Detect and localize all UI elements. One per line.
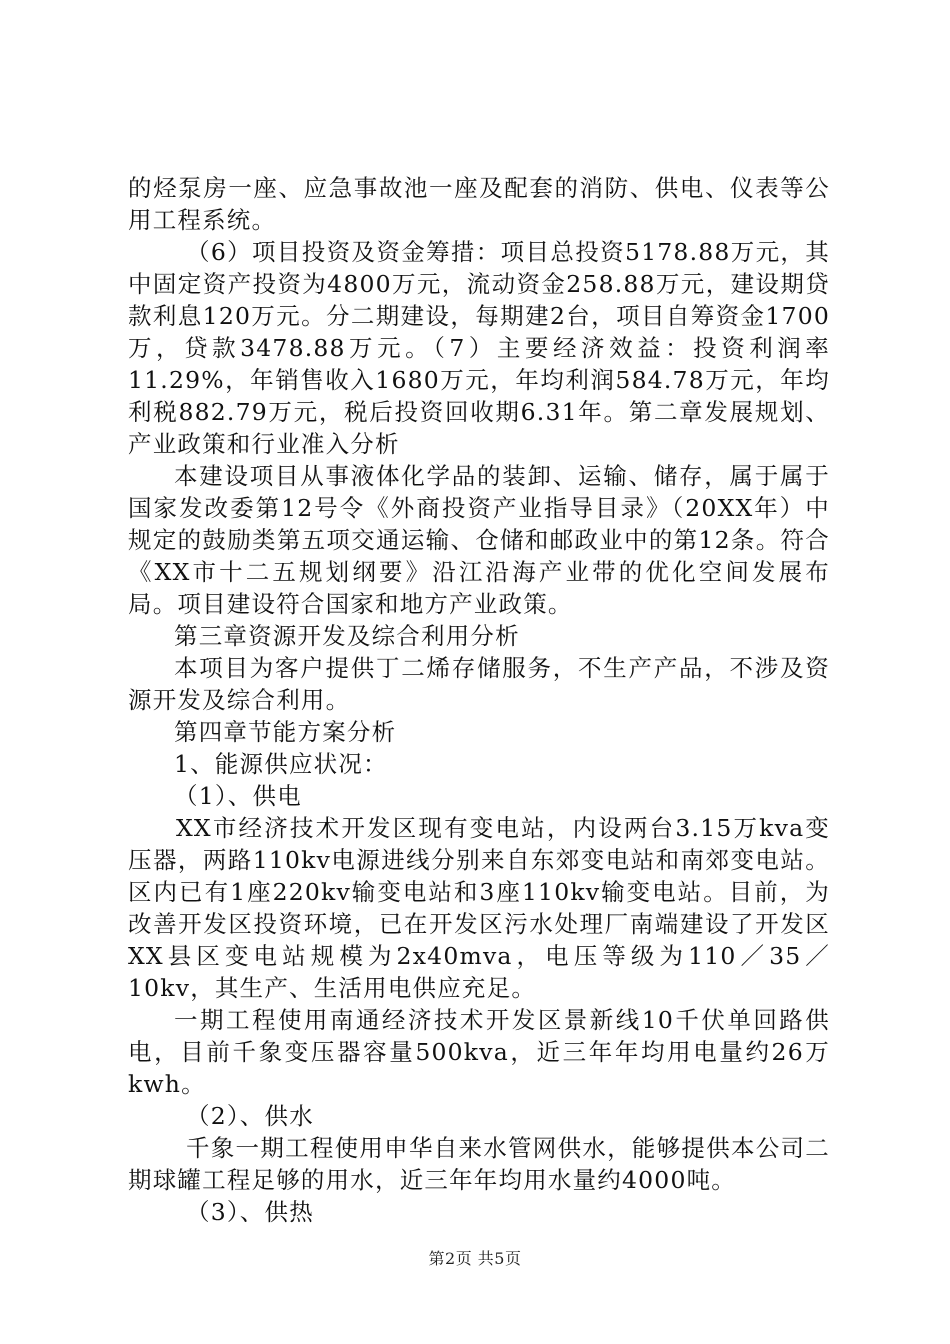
paragraph-water: 千象一期工程使用申华自来水管网供水，能够提供本公司二期球罐工程足够的用水，近三年年均用水量约4000吨。 — [128, 1134, 830, 1194]
chapter-heading-3: 第三章资源开发及综合利用分析 — [174, 622, 520, 650]
subsection-heading-heat: （3）、供热 — [186, 1198, 314, 1226]
paragraph-resources: 本项目为客户提供丁二烯存储服务，不生产产品，不涉及资源开发及综合利用。 — [128, 654, 830, 714]
paragraph-investment: （6）项目投资及资金筹措：项目总投资5178.88万元，其中固定资产投资为4800万元，流动资金258.88万元，建设期贷款利息120万元。分二期建设，每期建2台，项目自筹资金1700万，贷款3478.88万元。（7）主要经济效益：投资利润率11.29%，年销售收入1680万元，年均利润584.78万元，年均利税882.79万元，税后投资回收期6.31年。第二章发展规划、产业政策和行业准入分析 — [128, 238, 830, 458]
subsection-heading-power: （1）、供电 — [174, 782, 302, 810]
subsection-heading-water: （2）、供水 — [186, 1102, 314, 1130]
paragraph-facilities: 的烃泵房一座、应急事故池一座及配套的消防、供电、仪表等公用工程系统。 — [128, 174, 830, 234]
document-body — [128, 172, 830, 1228]
paragraph-power-phase1: 一期工程使用南通经济技术开发区景新线10千伏单回路供电，目前千象变压器容量500kva，近三年年均用电量约26万kwh。 — [128, 1006, 830, 1098]
paragraph-power-substation: XX市经济技术开发区现有变电站，内设两台3.15万kva变压器，两路110kv电源进线分别来自东郊变电站和南郊变电站。区内已有1座220kv输变电站和3座110kv输变电站。目前，为改善开发区投资环境，已在开发区污水处理厂南端建设了开发区XX县区变电站规模为2x40mva，电压等级为110／35／10kv，其生产、生活用电供应充足。 — [128, 814, 830, 1002]
chapter-heading-4: 第四章节能方案分析 — [174, 718, 397, 746]
section-heading-energy-supply: 1、能源供应状况： — [174, 750, 388, 778]
paragraph-policy: 本建设项目从事液体化学品的装卸、运输、储存，属于属于国家发改委第12号令《外商投资产业指导目录》（20XX年）中规定的鼓励类第五项交通运输、仓储和邮政业中的第12条。符合《XX市十二五规划纲要》沿江沿海产业带的优化空间发展布局。项目建设符合国家和地方产业政策。 — [128, 462, 830, 618]
page-footer: 第2页 共5页 — [428, 1249, 522, 1268]
